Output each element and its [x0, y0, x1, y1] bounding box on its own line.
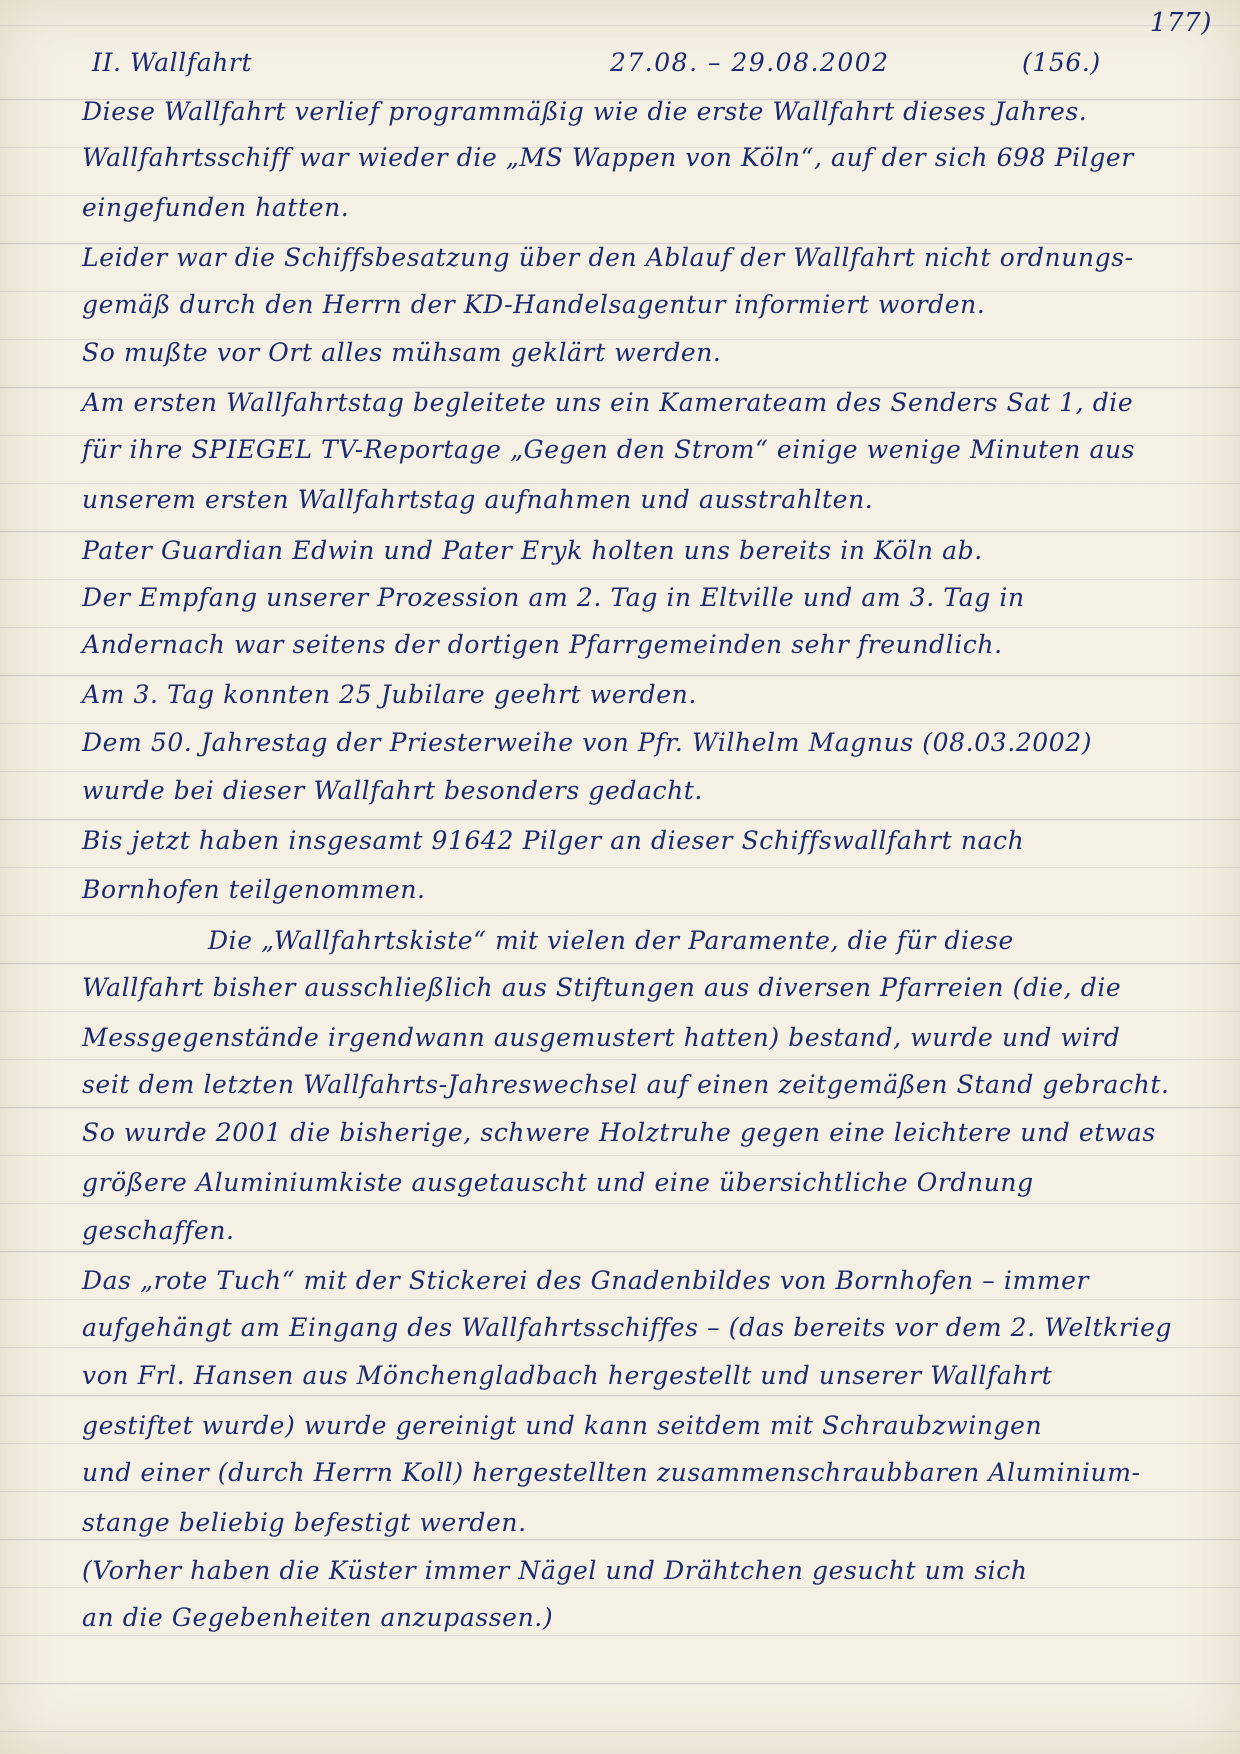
text-line: Messgegenstände irgendwann ausgemustert hatten) bestand, wurde und wird: [82, 1023, 1121, 1052]
text-line: Der Empfang unserer Prozession am 2. Tag in Eltville und am 3. Tag in: [82, 583, 1025, 612]
text-line: Die „Wallfahrtskiste“ mit vielen der Paramente, die für diese: [208, 926, 1014, 955]
text-line: für ihre SPIEGEL TV-Reportage „Gegen den Strom“ einige wenige Minuten aus: [82, 435, 1136, 464]
text-line: Am ersten Wallfahrtstag begleitete uns ein Kamerateam des Senders Sat 1, die: [82, 388, 1134, 417]
text-line: aufgehängt am Eingang des Wallfahrtsschiffes – (das bereits vor dem 2. Weltkrieg: [82, 1313, 1173, 1342]
text-line: Am 3. Tag konnten 25 Jubilare geehrt werden.: [82, 680, 697, 709]
text-line: Diese Wallfahrt verlief programmäßig wie die erste Wallfahrt dieses Jahres.: [82, 97, 1088, 126]
text-line: (Vorher haben die Küster immer Nägel und Drähtchen gesucht um sich: [82, 1556, 1028, 1585]
text-line: So wurde 2001 die bisherige, schwere Holztruhe gegen eine leichtere und etwas: [82, 1118, 1156, 1147]
text-line: Pater Guardian Edwin und Pater Eryk holten uns bereits in Köln ab.: [82, 536, 983, 565]
text-line: stange beliebig befestigt werden.: [82, 1508, 527, 1537]
text-line: von Frl. Hansen aus Mönchengladbach hergestellt und unserer Wallfahrt: [82, 1361, 1053, 1390]
pilgrimage-count: (156.): [1022, 48, 1101, 77]
text-line: gestiftet wurde) wurde gereinigt und kann seitdem mit Schraubzwingen: [82, 1411, 1043, 1440]
text-line: größere Aluminiumkiste ausgetauscht und eine übersichtliche Ordnung: [82, 1168, 1034, 1197]
text-line: seit dem letzten Wallfahrts-Jahreswechsel auf einen zeitgemäßen Stand gebracht.: [82, 1070, 1170, 1099]
text-line: Bis jetzt haben insgesamt 91642 Pilger an dieser Schiffswallfahrt nach: [82, 826, 1025, 855]
text-line: Wallfahrtsschiff war wieder die „MS Wappen von Köln“, auf der sich 698 Pilger: [82, 143, 1134, 172]
section-heading: II. Wallfahrt: [92, 48, 253, 77]
text-line: an die Gegebenheiten anzupassen.): [82, 1603, 554, 1632]
text-line: wurde bei dieser Wallfahrt besonders gedacht.: [82, 776, 703, 805]
page-number: 177): [1149, 8, 1212, 38]
text-line: Andernach war seitens der dortigen Pfarrgemeinden sehr freundlich.: [82, 630, 1003, 659]
text-line: unserem ersten Wallfahrtstag aufnahmen und ausstrahlten.: [82, 485, 874, 514]
pilgrimage-dates: 27.08. – 29.08.2002: [610, 48, 890, 77]
text-line: Wallfahrt bisher ausschließlich aus Stiftungen aus diversen Pfarreien (die, die: [82, 973, 1122, 1002]
text-line: Bornhofen teilgenommen.: [82, 875, 426, 904]
text-line: Dem 50. Jahrestag der Priesterweihe von Pfr. Wilhelm Magnus (08.03.2002): [82, 728, 1093, 757]
text-line: gemäß durch den Herrn der KD-Handelsagentur informiert worden.: [82, 290, 986, 319]
text-line: Das „rote Tuch“ mit der Stickerei des Gnadenbildes von Bornhofen – immer: [82, 1266, 1090, 1295]
text-line: So mußte vor Ort alles mühsam geklärt werden.: [82, 338, 722, 367]
text-line: eingefunden hatten.: [82, 193, 350, 222]
text-line: geschaffen.: [82, 1216, 235, 1245]
text-line: Leider war die Schiffsbesatzung über den Ablauf der Wallfahrt nicht ordnungs-: [82, 243, 1134, 272]
text-line: und einer (durch Herrn Koll) hergestellten zusammenschraubbaren Aluminium-: [82, 1458, 1141, 1487]
